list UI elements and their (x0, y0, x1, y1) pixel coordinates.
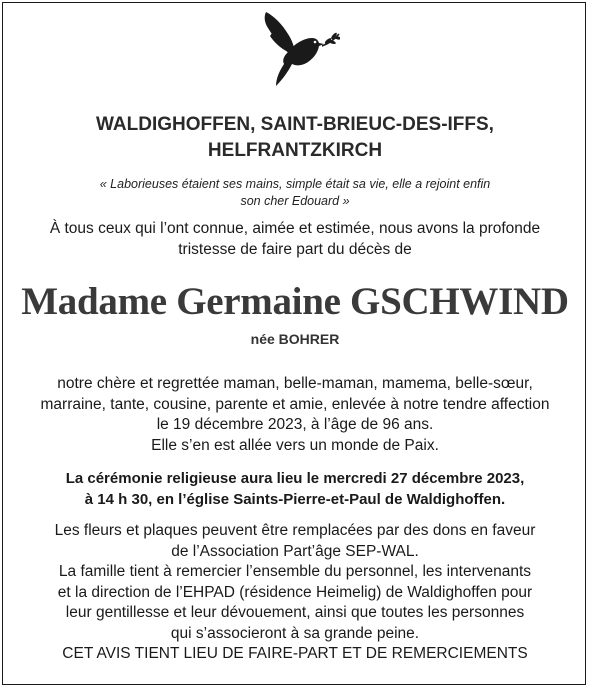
closing-line: leur gentillesse et leur dévouement, ainsi que toutes les personnes (65, 604, 525, 621)
ceremony-line: à 14 h 30, en l’église Saints-Pierre-et-Paul de Waldighoffen. (84, 491, 506, 508)
ceremony-line: La cérémonie religieuse aura lieu le mercredi 27 décembre 2023, (65, 470, 525, 487)
quote-line: « Laborieuses étaient ses mains, simple était sa vie, elle a rejoint enfin (99, 177, 491, 191)
description-line: le 19 décembre 2023, à l’âge de 96 ans. (156, 416, 434, 433)
quote-line: son cher Edouard » (240, 194, 350, 208)
description-line: marraine, tante, cousine, parente et amie, enlevée à notre tendre affection (40, 395, 550, 413)
deceased-name: Madame Germaine GSCHWIND (21, 280, 569, 323)
description-paragraph (0, 374, 590, 456)
closing-line: CET AVIS TIENT LIEU DE FAIRE-PART ET DE REMERCIEMENTS (62, 645, 528, 662)
epitaph-quote (0, 176, 590, 210)
description-line: notre chère et regrettée maman, belle-maman, mamema, belle-sœur, (57, 375, 533, 392)
closing-line: de l’Association Part’âge SEP-WAL. (171, 542, 419, 560)
closing-line: Les fleurs et plaques peuvent être remplacées par des dons en faveur (54, 522, 536, 539)
closing-paragraph (0, 521, 590, 665)
closing-line: La famille tient à remercier l’ensemble du personnel, les intervenants (58, 563, 532, 580)
intro-line: tristesse de faire part du décès de (178, 241, 412, 258)
maiden-name: née BOHRER (250, 331, 340, 347)
closing-line: qui s’associeront à sa grande peine. (170, 624, 420, 642)
location-line: HELFRANTZKIRCH (207, 140, 383, 161)
ceremony-announcement (0, 468, 590, 510)
closing-line: et la direction de l’EHPAD (résidence Heimelig) de Waldighoffen pour (57, 583, 533, 601)
location-line: WALDIGHOFFEN, SAINT-BRIEUC-DES-IFFS, (96, 114, 494, 135)
description-line: Elle s’en est allée vers un monde de Paix. (151, 436, 439, 454)
intro-paragraph (0, 218, 590, 260)
intro-line: À tous ceux qui l’ont connue, aimée et estimée, nous avons la profonde (49, 220, 541, 237)
location-heading (0, 112, 590, 164)
dove-icon (252, 8, 340, 88)
